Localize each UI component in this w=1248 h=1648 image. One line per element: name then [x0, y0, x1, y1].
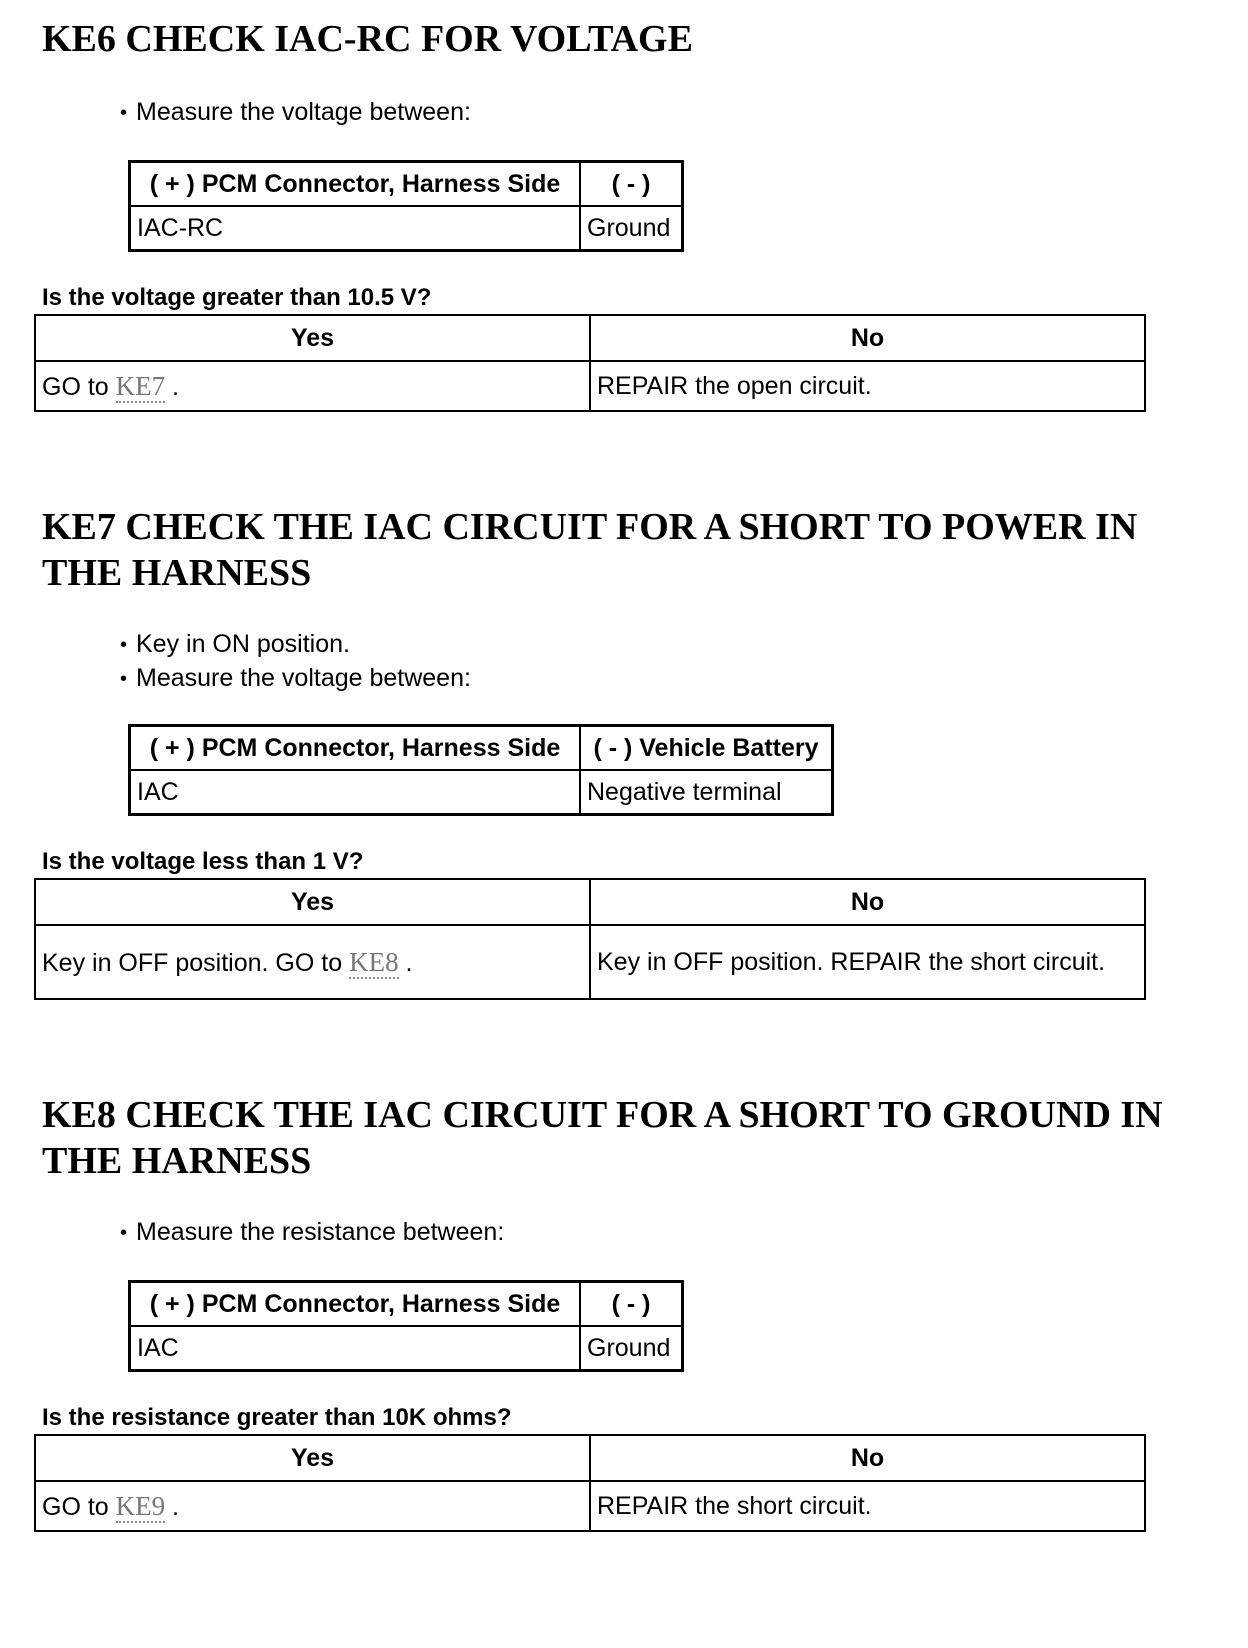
instruction-list-ke8 — [120, 1216, 504, 1250]
yes-cell: GO to KE9 . — [35, 1481, 590, 1531]
instruction-list-ke7 — [120, 628, 471, 696]
link-ke8[interactable]: KE8 — [349, 946, 399, 977]
cell-positive: IAC — [130, 1326, 581, 1371]
yes-header: Yes — [35, 315, 590, 361]
cell-positive: IAC-RC — [130, 206, 581, 251]
question-ke6: Is the voltage greater than 10.5 V? — [42, 284, 432, 311]
no-cell: REPAIR the open circuit. — [590, 361, 1145, 411]
cell-negative: Ground — [580, 1326, 683, 1371]
measurement-table-ke8 — [128, 1280, 684, 1372]
instruction-item: • Key in ON position. — [120, 628, 471, 662]
section-heading-ke7: KE7 CHECK THE IAC CIRCUIT FOR A SHORT TO POWER IN THE HARNESS — [42, 506, 1138, 594]
header-negative: ( - ) Vehicle Battery — [580, 726, 833, 771]
measurement-table-ke6 — [128, 160, 684, 252]
section-heading-ke8: KE8 CHECK THE IAC CIRCUIT FOR A SHORT TO GROUND IN THE HARNESS — [42, 1094, 1163, 1182]
bullet-icon: • — [120, 634, 128, 656]
link-ke7[interactable]: KE7 — [115, 370, 166, 401]
instruction-item: • Measure the resistance between: — [120, 1216, 504, 1250]
yes-cell: Key in OFF position. GO to KE8 . — [35, 925, 590, 999]
instruction-item: • Measure the voltage between: — [120, 96, 471, 130]
header-positive: ( + ) PCM Connector, Harness Side — [130, 162, 581, 207]
header-negative: ( - ) — [580, 162, 683, 207]
header-positive: ( + ) PCM Connector, Harness Side — [130, 1282, 581, 1327]
yes-header: Yes — [35, 879, 590, 925]
cell-negative: Ground — [580, 206, 683, 251]
measurement-table-ke7 — [128, 724, 834, 816]
answer-table-ke8 — [34, 1434, 1146, 1532]
no-cell: REPAIR the short circuit. — [590, 1481, 1145, 1531]
link-ke9[interactable]: KE9 — [115, 1490, 166, 1521]
answer-table-ke6 — [34, 314, 1146, 412]
header-positive: ( + ) PCM Connector, Harness Side — [130, 726, 581, 771]
section-heading-ke6: KE6 CHECK IAC-RC FOR VOLTAGE — [42, 18, 693, 60]
question-ke7: Is the voltage less than 1 V? — [42, 848, 364, 875]
instruction-list-ke6 — [120, 96, 471, 130]
no-cell: Key in OFF position. REPAIR the short circuit. — [590, 925, 1145, 999]
no-header: No — [590, 315, 1145, 361]
header-negative: ( - ) — [580, 1282, 683, 1327]
instruction-item: • Measure the voltage between: — [120, 662, 471, 696]
question-ke8: Is the resistance greater than 10K ohms? — [42, 1404, 512, 1431]
cell-positive: IAC — [130, 770, 581, 815]
yes-cell: GO to KE7 . — [35, 361, 590, 411]
bullet-icon: • — [120, 668, 128, 690]
no-header: No — [590, 1435, 1145, 1481]
no-header: No — [590, 879, 1145, 925]
answer-table-ke7 — [34, 878, 1146, 1000]
yes-header: Yes — [35, 1435, 590, 1481]
bullet-icon: • — [120, 1222, 128, 1244]
cell-negative: Negative terminal — [580, 770, 833, 815]
bullet-icon: • — [120, 102, 128, 124]
